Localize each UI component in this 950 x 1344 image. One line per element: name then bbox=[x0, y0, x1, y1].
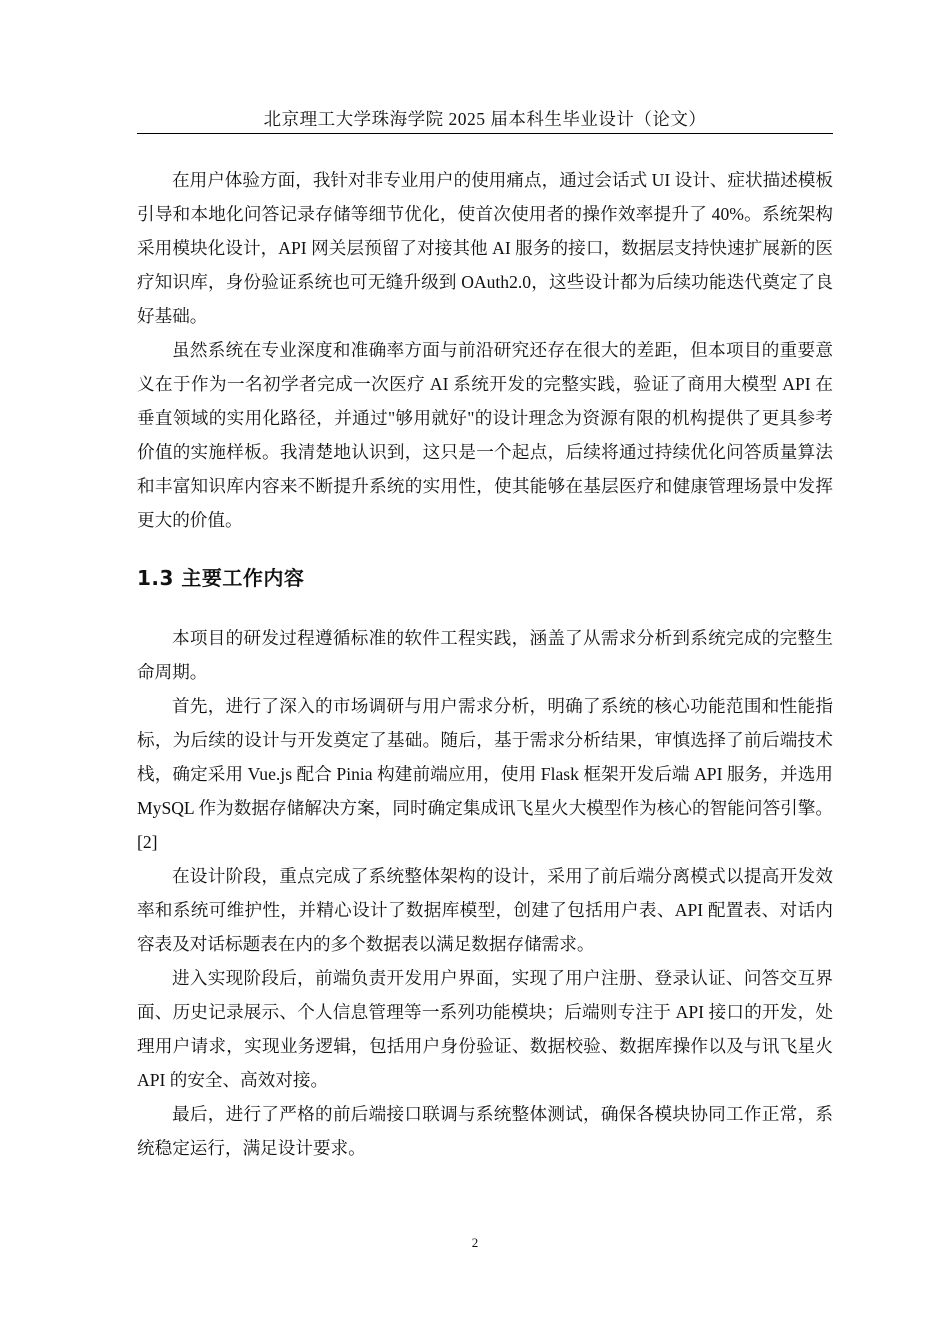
paragraph: 首先，进行了深入的市场调研与用户需求分析，明确了系统的核心功能范围和性能指标，为后续的设计与开发奠定了基础。随后，基于需求分析结果，审慎选择了前后端技术栈，确定采用 Vue.js 配合 Pinia 构建前端应用，使用 Flask 框架开发后端 API 服务，并选用 MySQL 作为数据存储解决方案，同时确定集成讯飞星火大模型作为核心的智能问答引擎。[2] bbox=[137, 696, 833, 852]
page-body bbox=[137, 163, 833, 1165]
section-heading: 1.3 主要工作内容 bbox=[137, 566, 305, 590]
header-divider bbox=[137, 133, 833, 134]
running-header: 北京理工大学珠海学院 2025 届本科生毕业设计（论文） bbox=[263, 109, 707, 129]
paragraph: 在设计阶段，重点完成了系统整体架构的设计，采用了前后端分离模式以提高开发效率和系统可维护性，并精心设计了数据库模型，创建了包括用户表、API 配置表、对话内容表及对话标题表在内的多个数据表以满足数据存储需求。 bbox=[137, 866, 833, 954]
paragraph: 在用户体验方面，我针对非专业用户的使用痛点，通过会话式 UI 设计、症状描述模板引导和本地化问答记录存储等细节优化，使首次使用者的操作效率提升了 40%。系统架构采用模块化设计，API 网关层预留了对接其他 AI 服务的接口，数据层支持快速扩展新的医疗知识库，身份验证系统也可无缝升级到 OAuth2.0，这些设计都为后续功能迭代奠定了良好基础。 bbox=[137, 170, 833, 326]
paragraph: 本项目的研发过程遵循标准的软件工程实践，涵盖了从需求分析到系统完成的完整生命周期。 bbox=[137, 628, 833, 682]
page-number: 2 bbox=[471, 1235, 479, 1250]
paragraph: 最后，进行了严格的前后端接口联调与系统整体测试，确保各模块协同工作正常，系统稳定运行，满足设计要求。 bbox=[137, 1104, 833, 1158]
paragraph: 虽然系统在专业深度和准确率方面与前沿研究还存在很大的差距，但本项目的重要意义在于作为一名初学者完成一次医疗 AI 系统开发的完整实践，验证了商用大模型 API 在垂直领域的实用化路径，并通过"够用就好"的设计理念为资源有限的机构提供了更具参考价值的实施样板。我清楚地认识到，这只是一个起点，后续将通过持续优化问答质量算法和丰富知识库内容来不断提升系统的实用性，使其能够在基层医疗和健康管理场景中发挥更大的价值。 bbox=[137, 340, 833, 530]
paragraph: 进入实现阶段后，前端负责开发用户界面，实现了用户注册、登录认证、问答交互界面、历史记录展示、个人信息管理等一系列功能模块；后端则专注于 API 接口的开发，处理用户请求，实现业务逻辑，包括用户身份验证、数据校验、数据库操作以及与讯飞星火 API 的安全、高效对接。 bbox=[137, 968, 833, 1090]
